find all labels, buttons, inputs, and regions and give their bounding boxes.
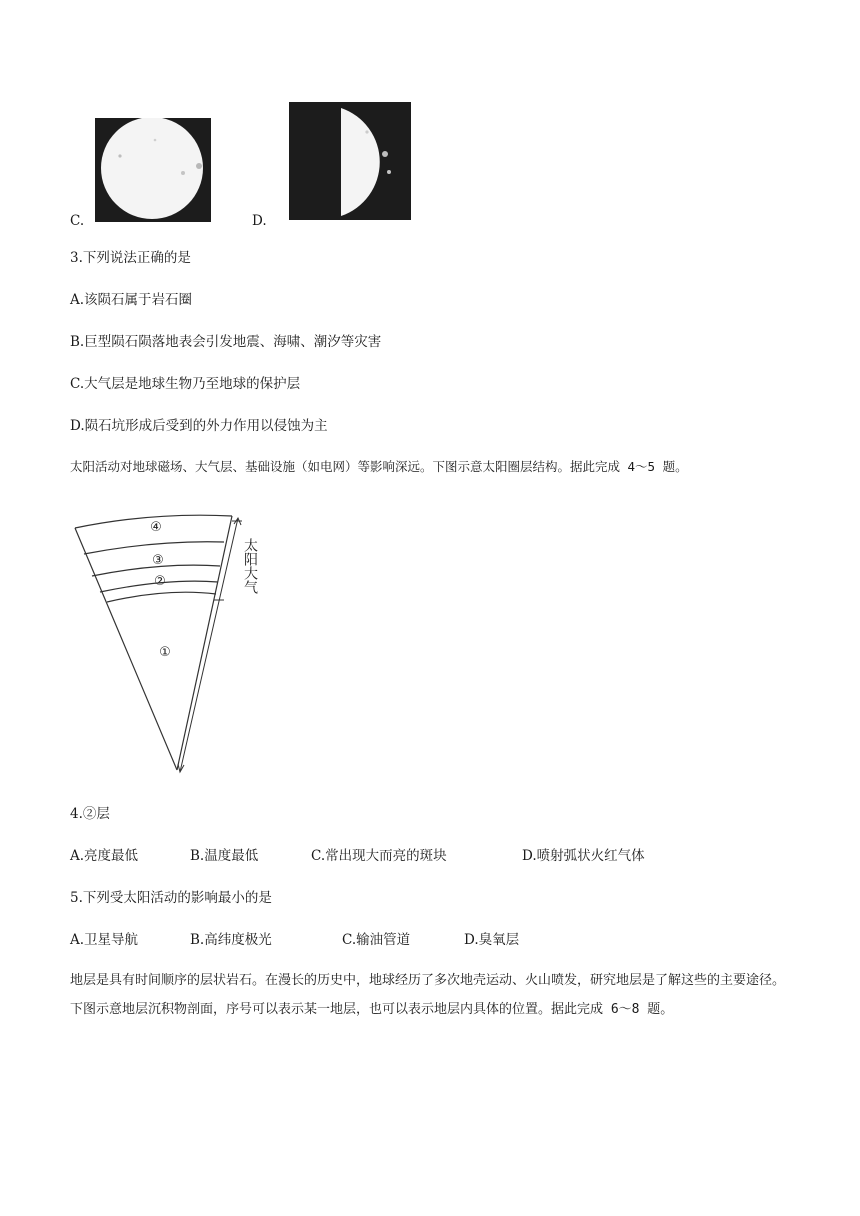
question-5-option-c: C.输油管道 [342, 932, 411, 948]
sun-layer-3-label: ③ [152, 553, 164, 568]
question-3-option-c: C.大气层是地球生物乃至地球的保护层 [70, 376, 301, 392]
moon-phase-c-image [95, 118, 211, 222]
sun-atmosphere-label: 太阳大气 [242, 538, 258, 594]
intro-strata-paragraph: 地层是具有时间顺序的层状岩石。在漫长的历史中，地球经历了多次地壳运动、火山喷发，研究地层是了解这些的主要途径。下图示意地层沉积物剖面，序号可以表示某一地层，也可以表示地层内具体的位置。据此完成 6～8 题。 [70, 973, 786, 1017]
question-5-option-d: D.臭氧层 [464, 932, 520, 948]
option-c-label: C. [70, 213, 85, 229]
question-5-stem: 5.下列受太阳活动的影响最小的是 [70, 890, 272, 906]
question-3-option-a: A.该陨石属于岩石圈 [70, 292, 193, 308]
sun-layer-4-label: ④ [150, 520, 162, 535]
question-4-option-b: B.温度最低 [190, 848, 259, 864]
sun-layer-1-label: ① [159, 645, 171, 660]
moon-phase-d-image [289, 102, 411, 220]
question-3-stem: 3.下列说法正确的是 [70, 250, 191, 266]
question-3-option-b: B.巨型陨石陨落地表会引发地震、海啸、潮汐等灾害 [70, 334, 382, 350]
question-5-option-a: A.卫星导航 [70, 932, 139, 948]
sun-layer-2-label: ② [154, 574, 166, 589]
question-4-option-c: C.常出现大而亮的斑块 [311, 848, 447, 864]
question-5-option-b: B.高纬度极光 [190, 932, 272, 948]
question-4-option-d: D.喷射弧状火红气体 [522, 848, 645, 864]
question-4-stem: 4.②层 [70, 806, 110, 822]
question-4-option-a: A.亮度最低 [70, 848, 139, 864]
intro-sun-paragraph: 太阳活动对地球磁场、大气层、基础设施（如电网）等影响深远。下图示意太阳圈层结构。据此完成 4～5 题。 [70, 459, 688, 474]
sun-layer-structure-figure [72, 504, 272, 776]
option-d-label: D. [252, 213, 267, 229]
question-3-option-d: D.陨石坑形成后受到的外力作用以侵蚀为主 [70, 418, 328, 434]
